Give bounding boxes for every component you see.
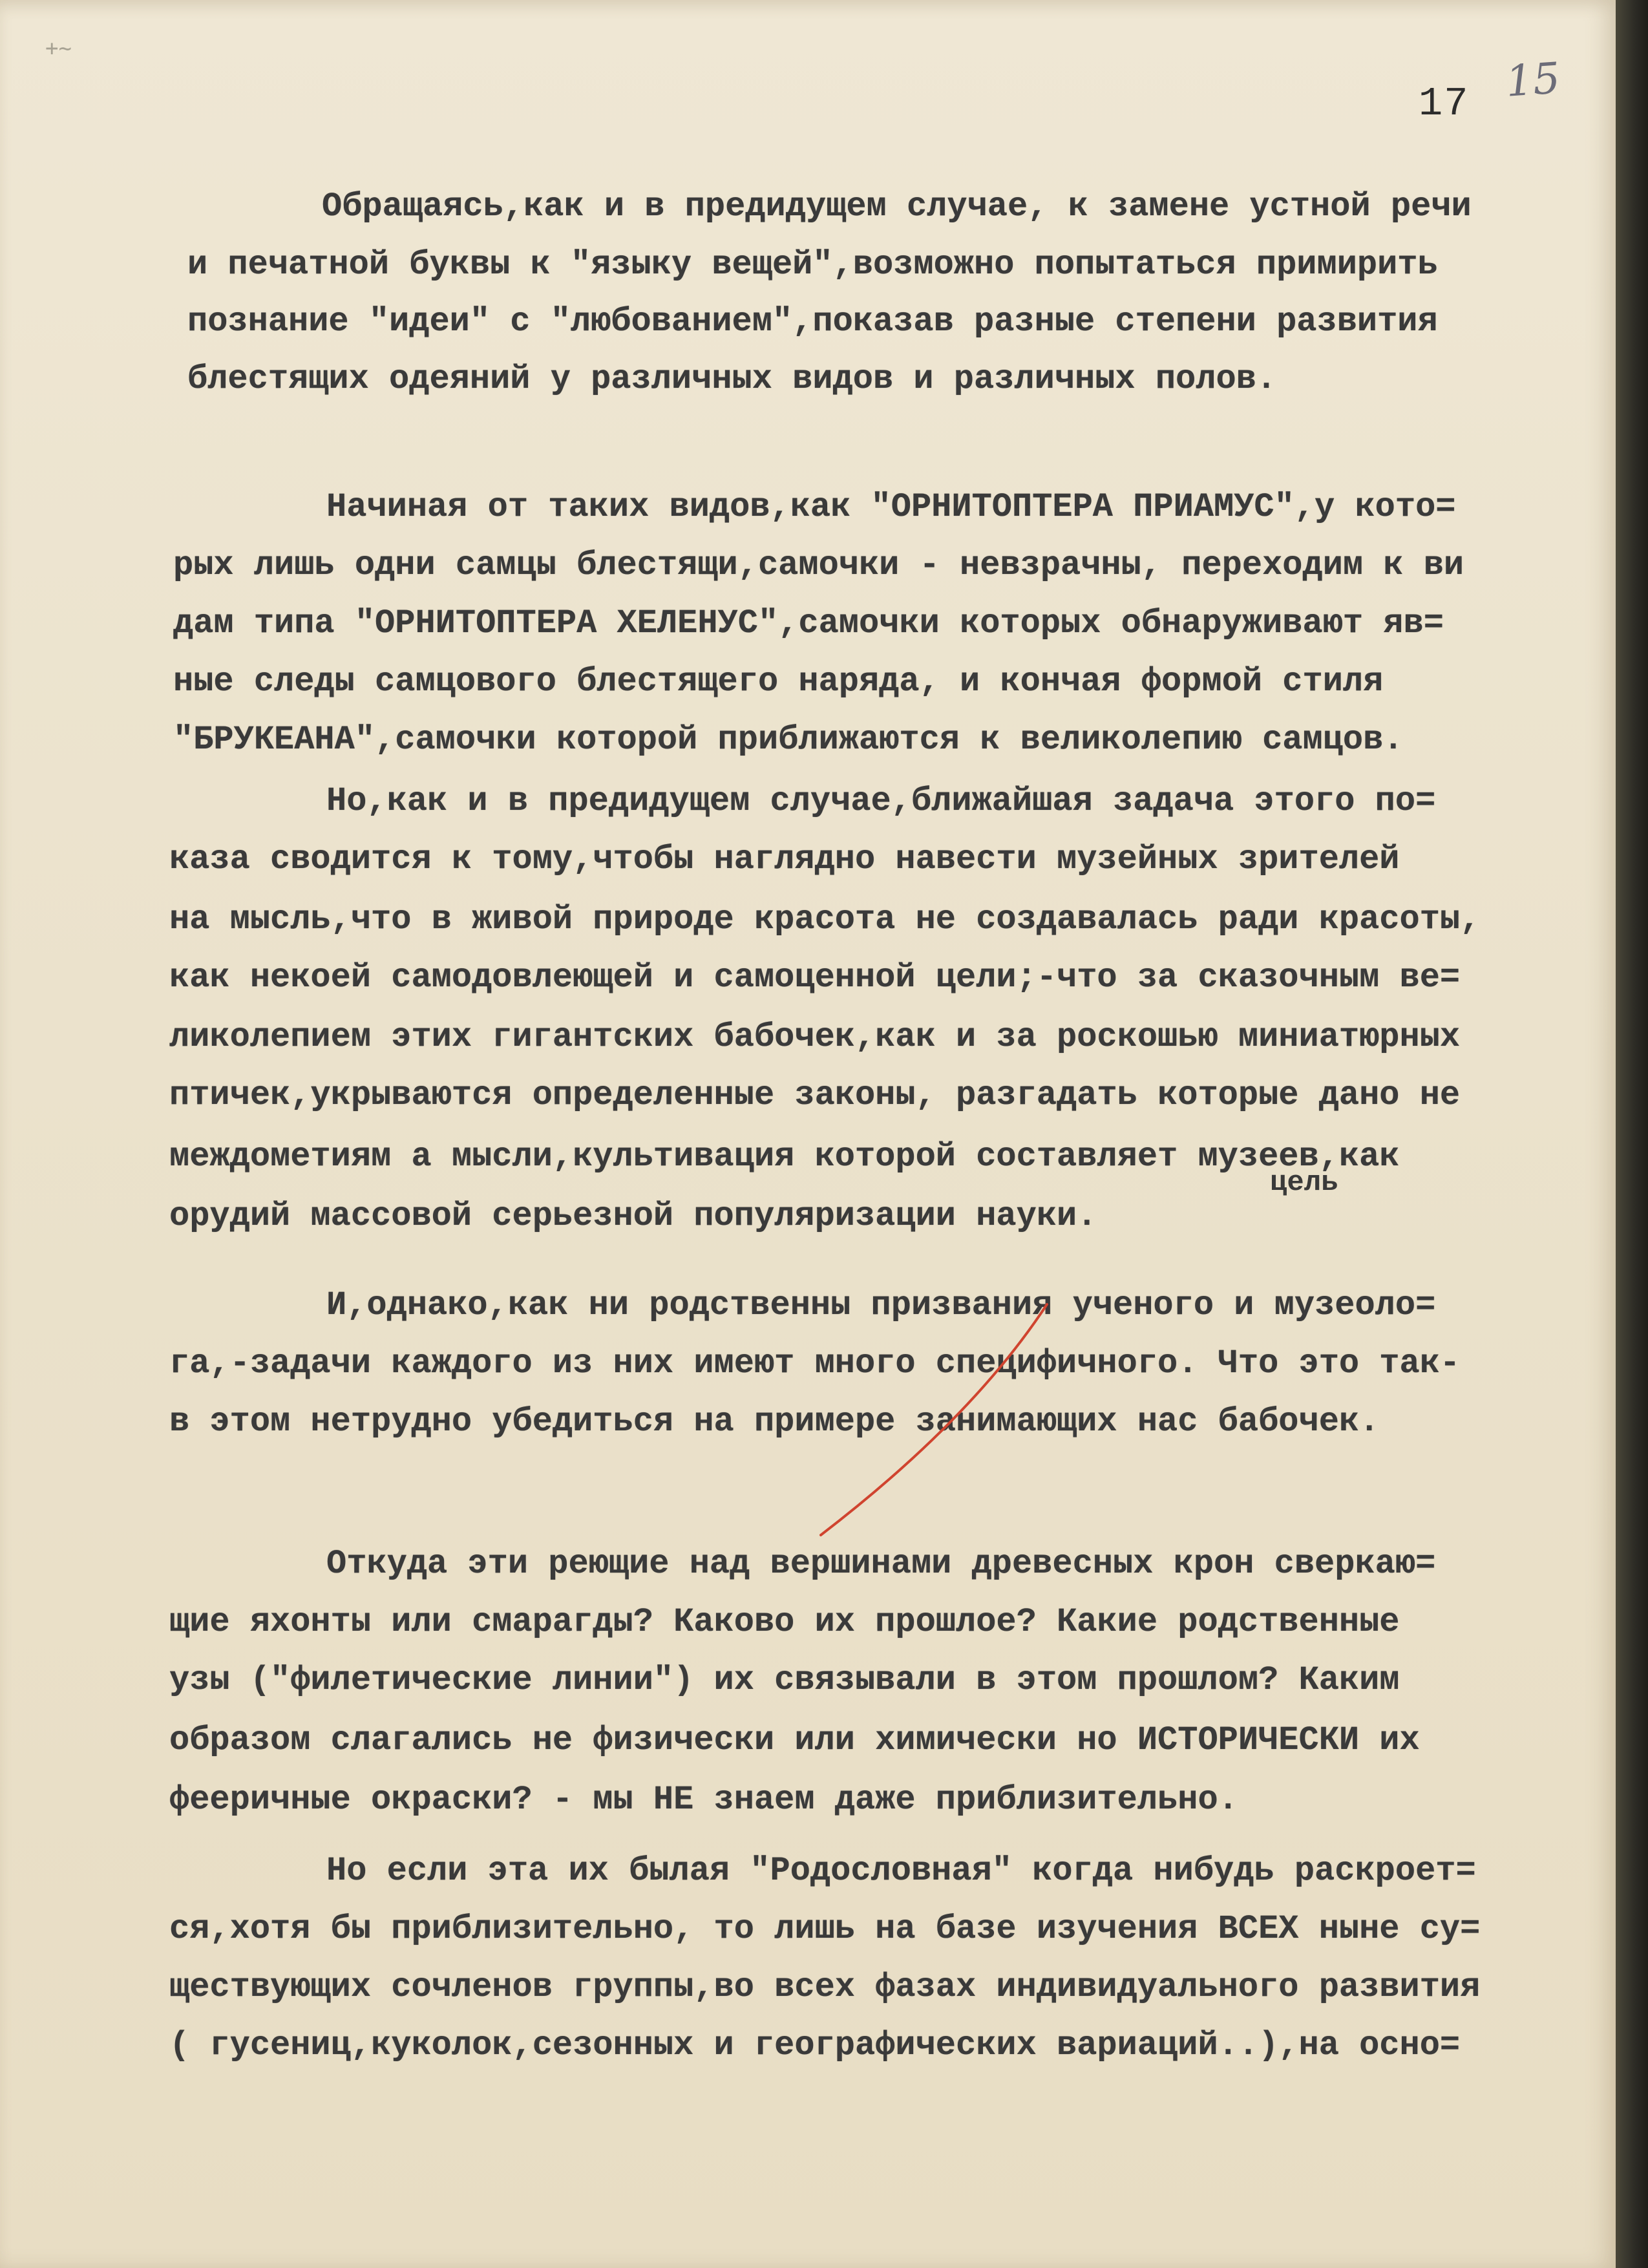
- text-line: ликолепием этих гигантских бабочек,как и за роскошью миниатюрных: [169, 1018, 1461, 1056]
- text-line: щие яхонты или смарагды? Каково их прошлое? Какие родственные: [169, 1603, 1400, 1641]
- text-line: ( гусениц,куколок,сезонных и географических вариаций..),на осно=: [169, 2026, 1461, 2064]
- text-line: птичек,укрываются определенные законы, разгадать которые дано не: [169, 1076, 1461, 1114]
- handwritten-insertion: цель: [1270, 1167, 1338, 1199]
- text-line: в этом нетрудно убедиться на примере занимающих нас бабочек.: [169, 1403, 1380, 1441]
- text-line: образом слагались не физически или химически но ИСТОРИЧЕСКИ их: [169, 1721, 1420, 1759]
- text-line: Откуда эти реющие над вершинами древесных крон сверкаю=: [326, 1545, 1436, 1583]
- text-line: узы ("филетические линии") их связывали в этом прошлом? Каким: [169, 1661, 1400, 1699]
- text-line: познание "идеи" с "любованием",показав разные степени развития: [187, 302, 1438, 341]
- text-line: на мысль,что в живой природе красота не создавалась ради красоты,: [169, 900, 1481, 938]
- text-line: фееричные окраски? - мы НЕ знаем даже приблизительно.: [169, 1781, 1238, 1819]
- text-line: "БРУКЕАНА",самочки которой приближаются к великолепию самцов.: [173, 721, 1404, 759]
- text-line: ся,хотя бы приблизительно, то лишь на базе изучения ВСЕХ ныне су=: [169, 1910, 1481, 1948]
- text-line: и печатной буквы к "языку вещей",возможно попытаться примирить: [187, 246, 1438, 284]
- text-line: га,-задачи каждого из них имеют много специфичного. Что это так-: [169, 1344, 1461, 1383]
- text-line: Начиная от таких видов,как "ОРНИТОПТЕРА ПРИАМУС",у кото=: [326, 488, 1456, 526]
- text-line: ществующих сочленов группы,во всех фазах индивидуального развития: [169, 1968, 1481, 2006]
- text-line: орудий массовой серьезной популяризации науки.: [169, 1197, 1097, 1235]
- scanner-background-edge: [1616, 0, 1648, 2268]
- text-line: рых лишь одни самцы блестящи,самочки - невзрачны, переходим к ви: [173, 546, 1464, 584]
- handwritten-page-number: 15: [1504, 53, 1562, 107]
- text-line: ные следы самцового блестящего наряда, и кончая формой стиля: [173, 662, 1384, 701]
- page-number: 17: [1419, 81, 1470, 127]
- text-line: Но если эта их былая "Родословная" когда нибудь раскроет=: [326, 1852, 1476, 1890]
- text-line: междометиям а мысли,культивация которой составляет музеев,как: [169, 1138, 1400, 1176]
- text-line: Но,как и в предидущем случае,ближайшая задача этого по=: [326, 782, 1436, 820]
- text-line: как некоей самодовлеющей и самоценной цели;-что за сказочным ве=: [169, 959, 1461, 997]
- text-line: И,однако,как ни родственны призвания ученого и музеоло=: [326, 1286, 1436, 1324]
- corner-mark: +~: [45, 36, 72, 61]
- text-line: Обращаясь,как и в предидущем случае, к замене устной речи: [322, 187, 1472, 226]
- text-line: дам типа "ОРНИТОПТЕРА ХЕЛЕНУС",самочки которых обнаруживают яв=: [173, 604, 1444, 642]
- text-line: каза сводится к тому,чтобы наглядно навести музейных зрителей: [169, 840, 1400, 878]
- text-line: блестящих одеяний у различных видов и различных полов.: [187, 360, 1277, 398]
